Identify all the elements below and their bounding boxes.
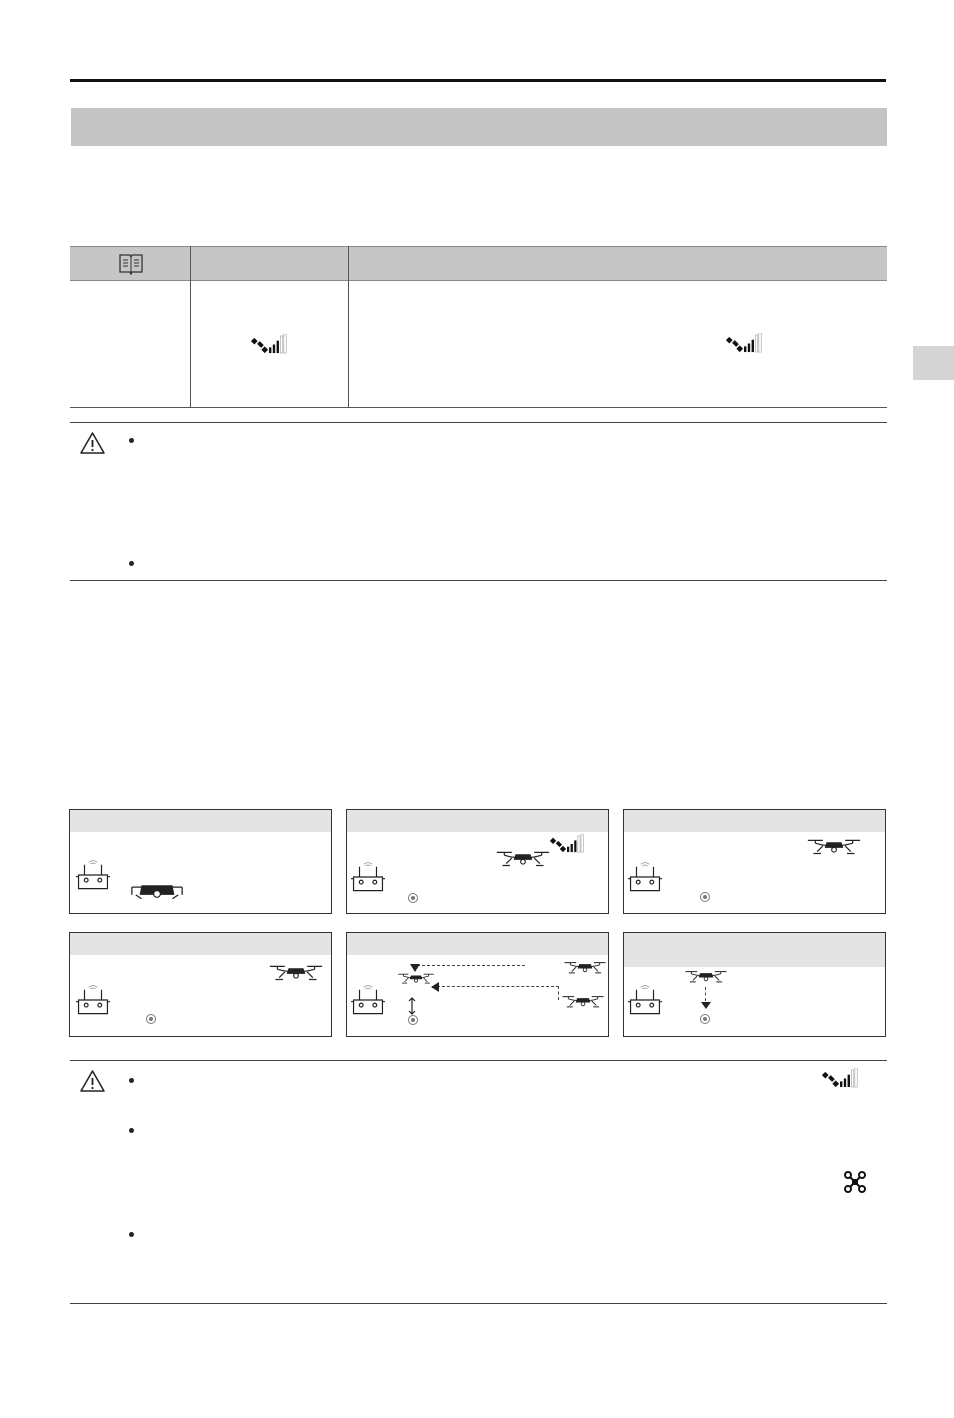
- chapter-side-tab[interactable]: [913, 346, 954, 380]
- note-bottom-rule: [70, 1303, 887, 1304]
- table-header-row: [70, 246, 887, 281]
- arrow-down-icon: [700, 1001, 712, 1010]
- note-bullet: [129, 1232, 134, 1237]
- note-top-rule: [70, 1060, 887, 1061]
- button-icon: [408, 893, 418, 903]
- procedure-panel-4: [69, 932, 332, 1037]
- aircraft-icon: [561, 993, 605, 1009]
- aircraft-icon: [495, 848, 551, 868]
- vertical-arrow-icon: [408, 996, 416, 1016]
- procedure-panel-6: [623, 932, 886, 1037]
- note-bottom-rule: [70, 580, 887, 581]
- table-bottom-rule: [70, 407, 887, 408]
- procedure-panel-1: [69, 809, 332, 914]
- note-bullet: [129, 1128, 134, 1133]
- note-bullet: [129, 561, 134, 566]
- header-rule: [70, 79, 886, 82]
- remote-controller-icon: [351, 983, 385, 1017]
- warning-triangle-icon: [79, 1069, 106, 1093]
- panel-header: [347, 810, 608, 832]
- button-icon: [146, 1014, 156, 1024]
- dashed-path-line: [437, 986, 559, 987]
- remote-controller-icon: [628, 983, 662, 1017]
- button-icon: [408, 1015, 418, 1025]
- dashed-path-line: [558, 986, 559, 1000]
- procedure-panel-5: [346, 932, 609, 1037]
- dashed-path-line: [417, 965, 525, 966]
- aircraft-icon: [563, 959, 607, 975]
- aircraft-icon: [684, 968, 728, 984]
- info-table: [70, 246, 887, 409]
- panel-header: [624, 810, 885, 832]
- arrow-down-icon: [409, 963, 421, 973]
- arrow-left-icon: [430, 981, 440, 993]
- gps-signal-icon: [725, 333, 763, 354]
- section-heading-bar: [71, 108, 887, 146]
- note-top-rule: [70, 422, 887, 423]
- descend-dashed-line: [705, 987, 706, 1001]
- note-bullet: [129, 1078, 134, 1083]
- gps-signal-icon: [549, 834, 585, 854]
- gps-signal-icon: [821, 1068, 859, 1089]
- panel-header: [624, 933, 885, 967]
- book-icon: [118, 253, 144, 275]
- gps-signal-icon: [250, 334, 288, 355]
- panel-header: [347, 933, 608, 955]
- aircraft-icon: [843, 1170, 867, 1194]
- table-column-divider: [190, 246, 191, 408]
- button-icon: [700, 892, 710, 902]
- remote-controller-icon: [351, 860, 385, 894]
- button-icon: [700, 1014, 710, 1024]
- panel-header: [70, 810, 331, 832]
- note-bullet: [129, 438, 134, 443]
- warning-triangle-icon: [79, 431, 106, 455]
- folded-aircraft-icon: [128, 880, 186, 902]
- panel-header: [70, 933, 331, 955]
- procedure-panel-3: [623, 809, 886, 914]
- remote-controller-icon: [76, 983, 110, 1017]
- aircraft-icon: [268, 962, 324, 982]
- procedure-panel-2: [346, 809, 609, 914]
- table-column-divider: [348, 246, 349, 408]
- aircraft-icon: [806, 836, 862, 856]
- remote-controller-icon: [628, 860, 662, 894]
- remote-controller-icon: [76, 858, 110, 892]
